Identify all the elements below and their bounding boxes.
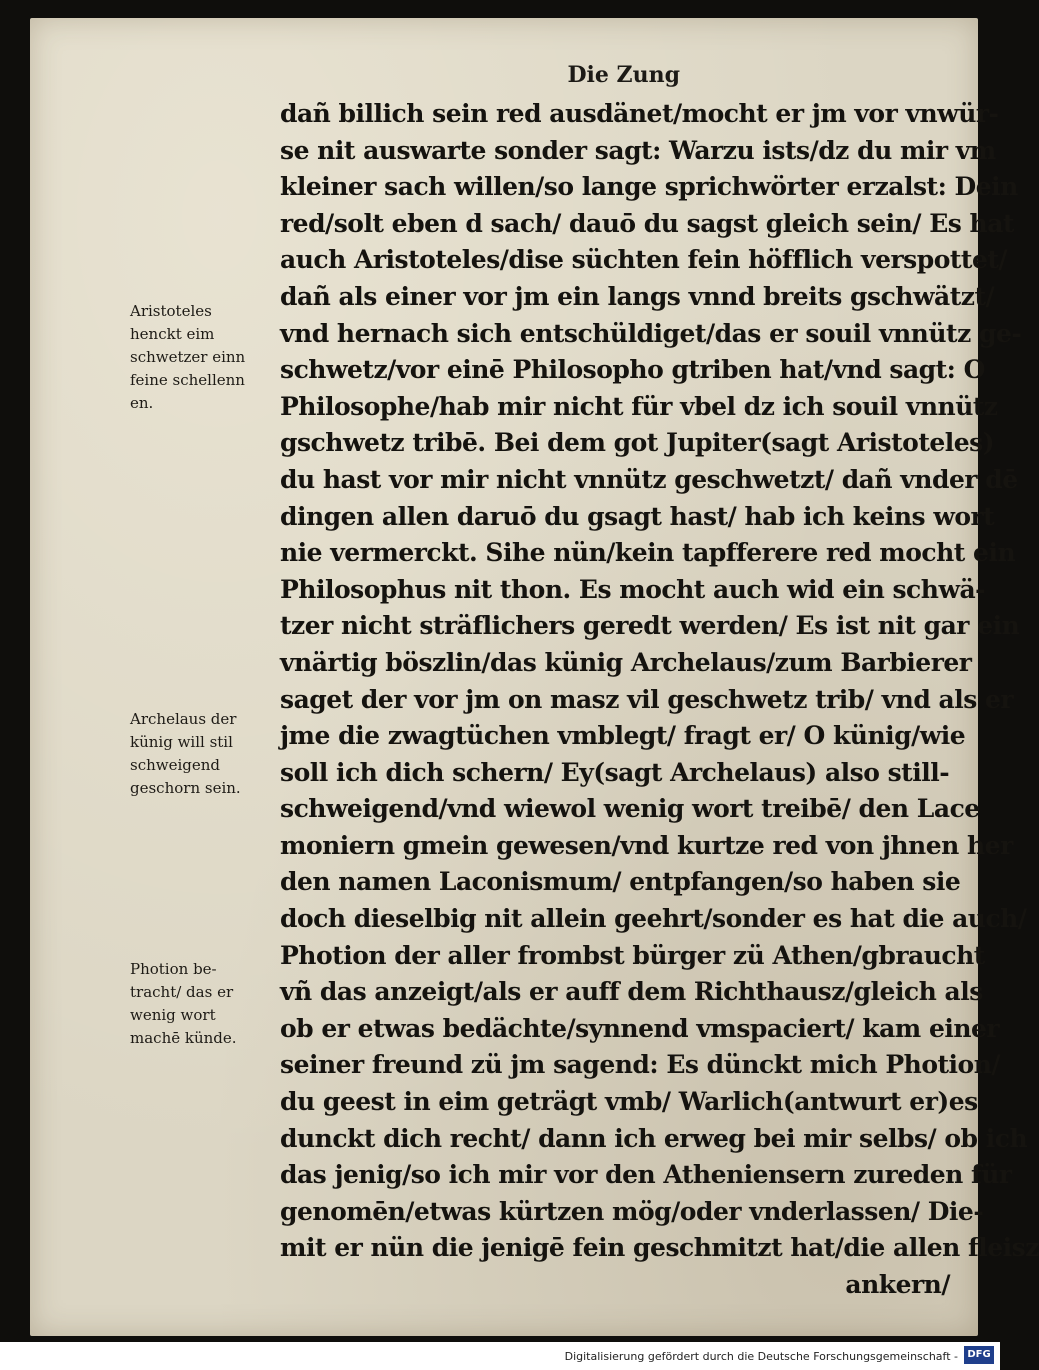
text-line: mit er nün die jenigē fein geschmitzt hat/die allen fleisz — [280, 1233, 1039, 1263]
text-line: vnd hernach sich entschüldiget/das er souil vnnütz ge- — [280, 318, 1022, 348]
marginal-note-photion — [130, 958, 280, 1050]
text-line: das jenig/so ich mir vor den Atheniensern zureden für — [280, 1160, 1012, 1190]
text-line: se nit auswarte sonder sagt: Warzu ists/dz du mir vm — [280, 135, 996, 165]
running-header: Die Zung — [567, 62, 680, 88]
text-line: red/solt eben d sach/ dauō du sagst gleich sein/ Es hat — [280, 208, 1014, 238]
marginal-note-line: schwetzer einn — [130, 348, 246, 366]
text-line: dunckt dich recht/ dann ich erweg bei mir selbs/ ob ich — [280, 1123, 1028, 1153]
text-line: schwetz/vor einē Philosopho gtriben hat/vnd sagt: O — [280, 355, 985, 385]
text-line: Philosophe/hab mir nicht für vbel dz ich souil vnnütz — [280, 391, 998, 421]
text-line: du geest in eim geträgt vmb/ Warlich(antwurt er)es — [280, 1087, 978, 1117]
text-line: gschwetz tribē. Bei dem got Jupiter(sagt Aristoteles) — [280, 428, 995, 458]
text-line: Philosophus nit thon. Es mocht auch wid ein schwä- — [280, 574, 986, 604]
text-line: tzer nicht sträflichers geredt werden/ Es ist nit gar ein — [280, 611, 1020, 641]
text-line: auch Aristoteles/dise süchten fein höfflich verspottet/ — [280, 245, 1008, 275]
marginal-note-line: Aristoteles — [130, 302, 212, 320]
text-line: dañ als einer vor jm ein langs vnnd breits gschwätzt/ — [280, 281, 995, 311]
funding-notice: Digitalisierung gefördert durch die Deutsche Forschungsgemeinschaft - — [564, 1350, 958, 1363]
marginal-note-line: künig will stil — [130, 733, 233, 751]
marginal-note-archelaus — [130, 708, 280, 800]
marginal-note-aristoteles — [130, 300, 280, 415]
marginal-note-line: machē künde. — [130, 1029, 237, 1047]
text-line: du hast vor mir nicht vnnütz geschwetzt/ dañ vnder dē — [280, 464, 1018, 494]
body-text — [280, 96, 1039, 1304]
text-line: ob er etwas bedächte/synnend vmspaciert/ kam einer — [280, 1013, 1000, 1043]
text-line: dingen allen daruō du gsagt hast/ hab ich keins wort — [280, 501, 995, 531]
text-line: vnärtig böszlin/das künig Archelaus/zum Barbierer — [280, 647, 972, 677]
marginal-note-line: Archelaus der — [130, 710, 237, 728]
text-line: nie vermerckt. Sihe nün/kein tapfferere red mocht ein — [280, 538, 1016, 568]
text-line: soll ich dich schern/ Ey(sagt Archelaus) also still- — [280, 757, 950, 787]
text-line: ankern/ — [845, 1270, 950, 1299]
marginal-note-line: Photion be- — [130, 960, 217, 978]
dfg-logo: DFG — [964, 1346, 994, 1364]
text-line: kleiner sach willen/so lange sprichwörter erzalst: Dein — [280, 172, 1018, 202]
text-line: vñ das anzeigt/als er auff dem Richthausz/gleich als — [280, 977, 983, 1007]
text-line: schweigend/vnd wiewol wenig wort treibē/ den Lace — [280, 794, 980, 824]
marginal-note-line: schweigend — [130, 756, 221, 774]
text-line: den namen Laconismum/ entpfangen/so haben sie — [280, 867, 961, 897]
text-line: Photion der aller frombst bürger zü Athen/gbraucht — [280, 940, 985, 970]
marginal-note-line: tracht/ das er — [130, 983, 234, 1001]
marginal-note-line: wenig wort — [130, 1006, 216, 1024]
text-line: jme die zwagtüchen vmblegt/ fragt er/ O künig/wie — [280, 721, 966, 751]
marginal-note-line: en. — [130, 394, 154, 412]
text-line: doch dieselbig nit allein geehrt/sonder es hat die auch/ — [280, 904, 1027, 934]
marginal-note-line: geschorn sein. — [130, 779, 241, 797]
text-line: moniern gmein gewesen/vnd kurtze red von jhnen her — [280, 830, 1013, 860]
text-line: genomēn/etwas kürtzen mög/oder vnderlassen/ Die- — [280, 1196, 984, 1226]
text-line: dañ billich sein red ausdänet/mocht er jm vor vnwür- — [280, 99, 999, 128]
text-line: saget der vor jm on masz vil geschwetz trib/ vnd als er — [280, 684, 1014, 714]
text-line: seiner freund zü jm sagend: Es dünckt mich Photion/ — [280, 1050, 1001, 1080]
marginal-note-line: feine schellenn — [130, 371, 245, 389]
footer-bar — [0, 1342, 1000, 1370]
marginal-note-line: henckt eim — [130, 325, 215, 343]
